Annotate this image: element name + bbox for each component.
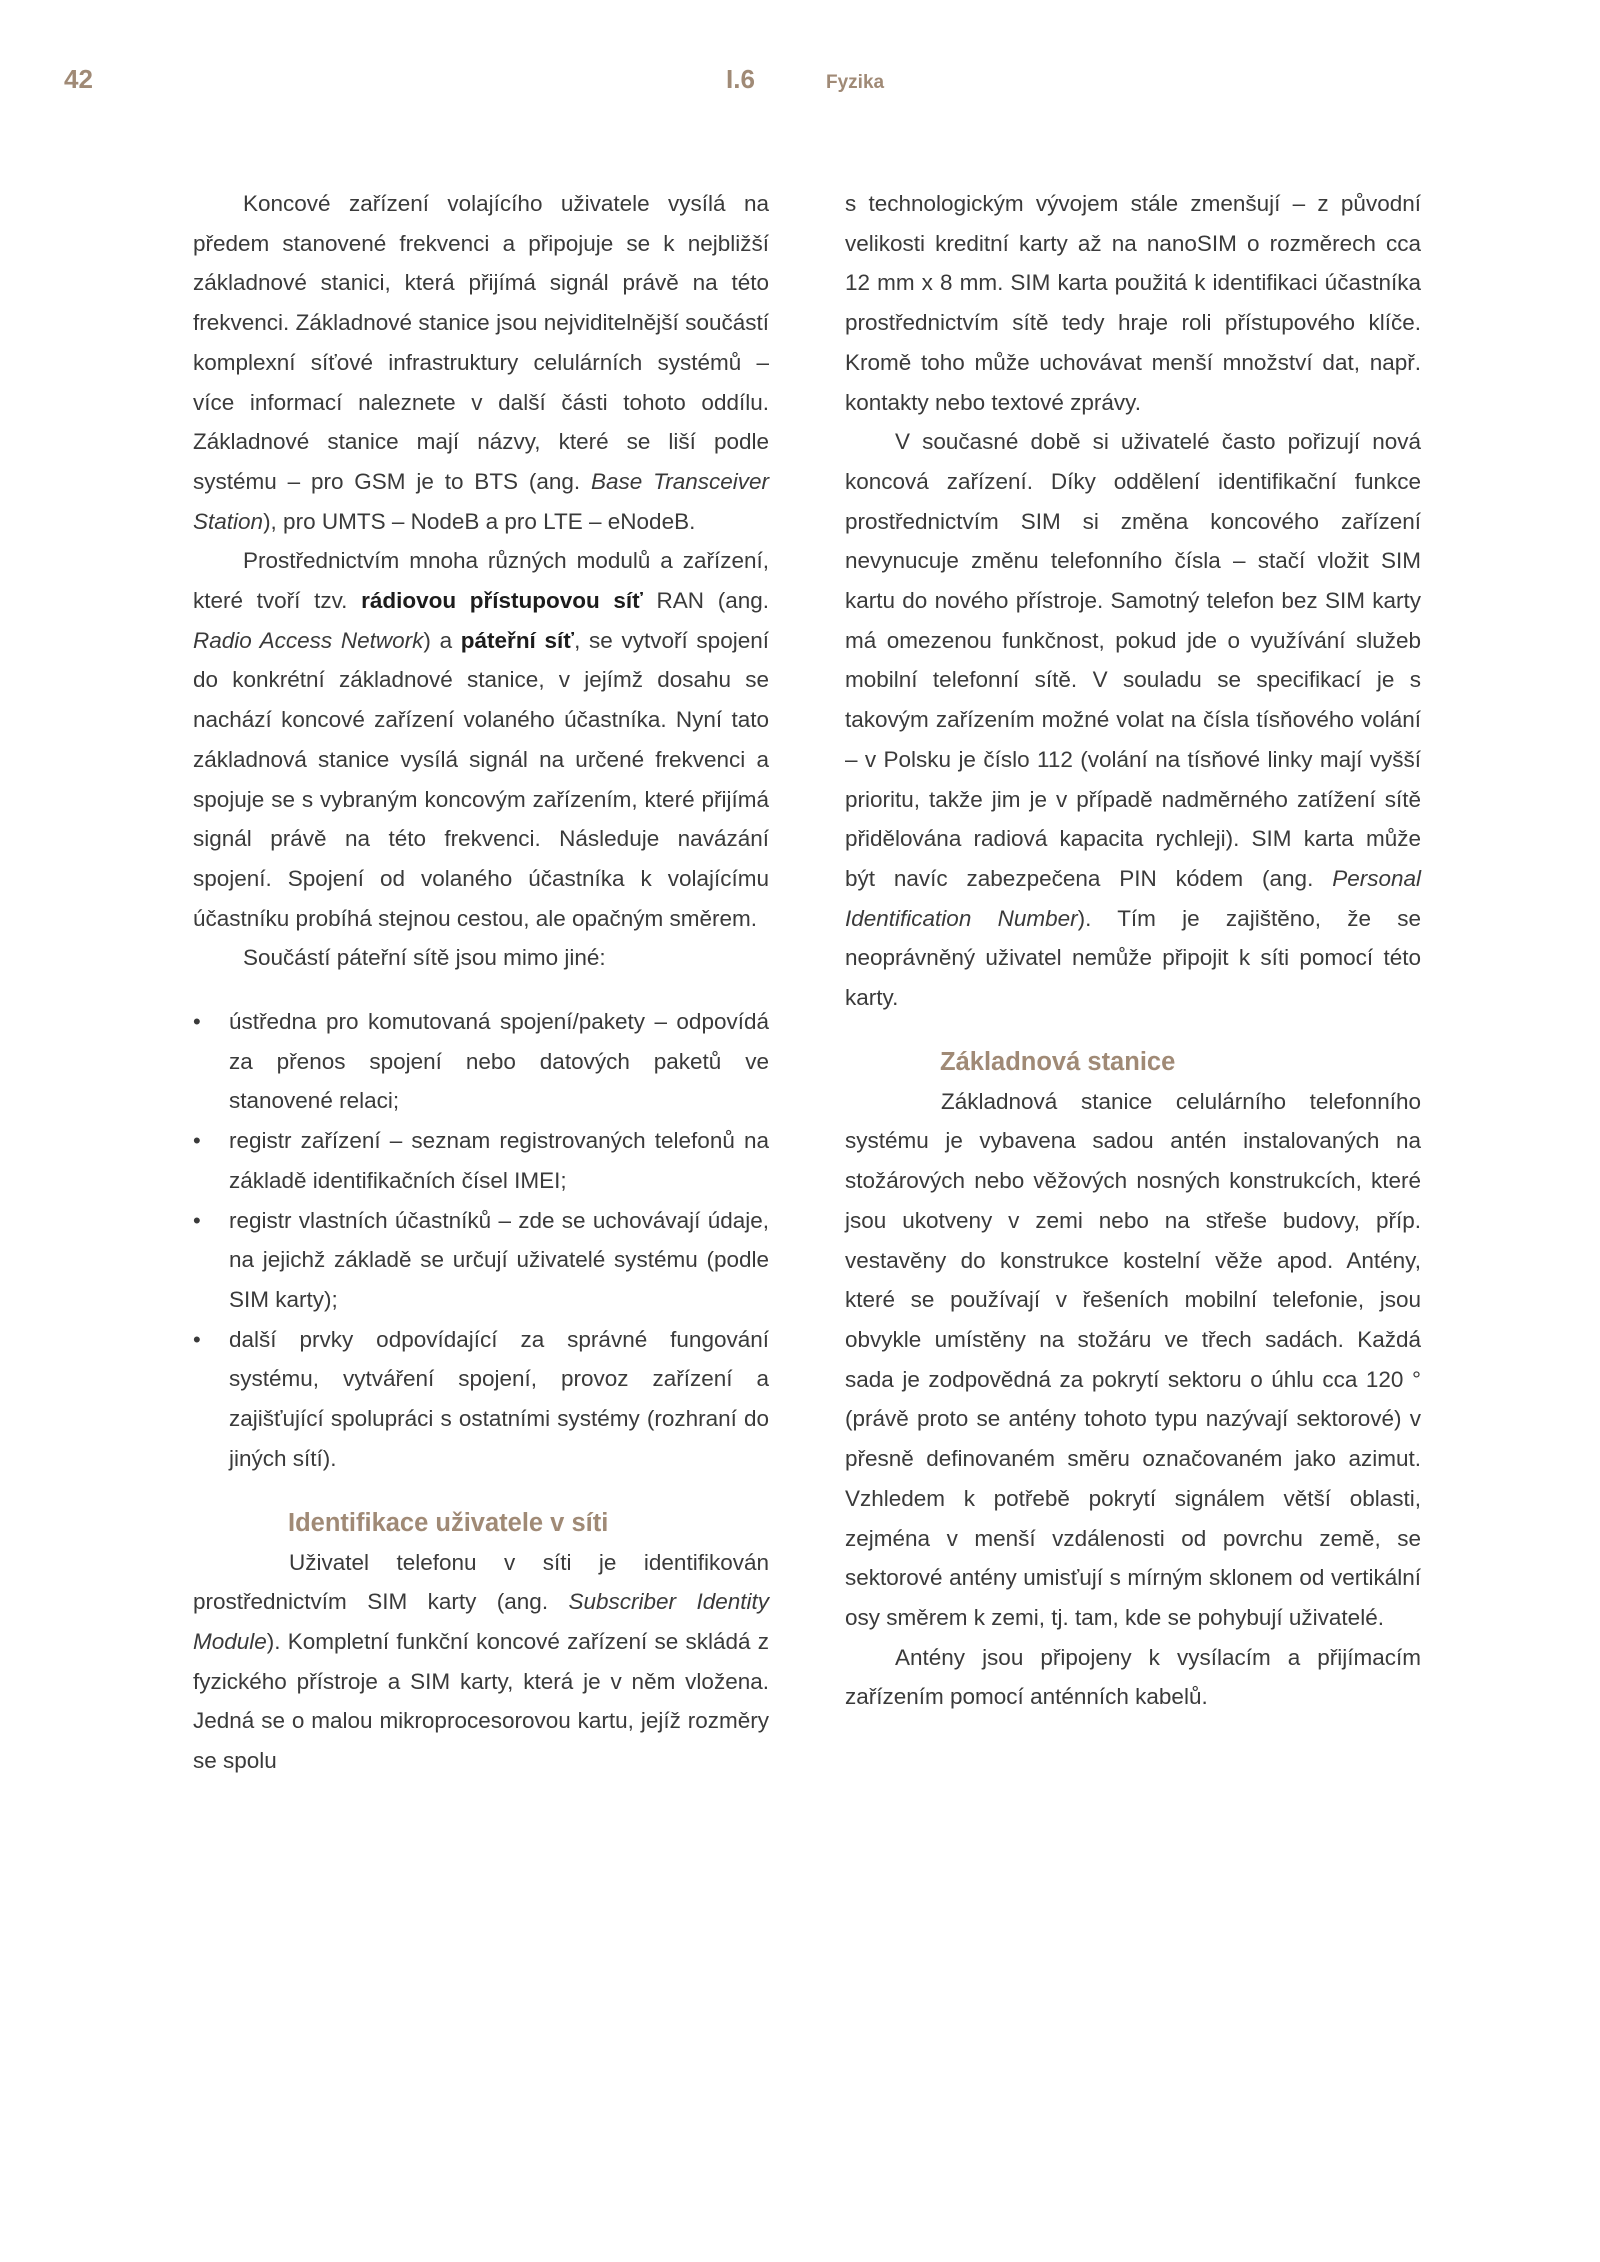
list-item (193, 1320, 769, 1479)
text-span: V současné době si uživatelé často pořizují nová koncová zařízení. Díky oddělení identifikační funkce prostřednictvím SIM si změna koncového zařízení nevynucuje změnu telefonního čísla – stačí vložit SIM kartu do nového přístroje. Samotný telefon bez SIM karty má omezenou funkčnost, pokud jde o využívání služeb mobilní telefonní sítě. V souladu se specifikací je s takovým zařízením možné volat na čísla tísňového volání – v Polsku je číslo 112 (volání na tísňové linky mají vyšší prioritu, takže jim je v případě nadměrného zatížení sítě přidělována radiová kapacita rychleji). SIM karta může být navíc zabezpečena PIN kódem (ang. (845, 429, 1421, 891)
text-span: ). Kompletní funkční koncové zařízení se skládá z fyzického přístroje a SIM karty, která je v něm vložena. Jedná se o malou mikroprocesorovou kartu, jejíž rozměry se spolu (193, 1628, 769, 1774)
section-heading-base-station: Základnová stanice (940, 1047, 1176, 1076)
bold-term: rádiovou přístupovou síť (361, 588, 643, 614)
text-span: , se vytvoří spojení do konkrétní základnové stanice, v jejímž dosahu se nachází koncové zařízení volaného účastníka. Nyní tato základnová stanice vysílá signál na určené frekvenci a spojuje se s vybraným koncovým zařízením, které přijímá signál právě na této frekvenci. Následuje navázání spojení. Spojení od volaného účastníka k volajícímu účastníku probíhá stejnou cestou, ale opačným směrem. (193, 627, 769, 931)
page-number: 42 (64, 64, 93, 94)
section-heading-user-identification: Identifikace uživatele v síti (288, 1508, 609, 1537)
right-paragraph-4: Antény jsou připojeny k vysílacím a přijímacím zařízením pomocí anténních kabelů. (845, 1644, 1421, 1710)
left-paragraph-4 (193, 1543, 769, 1781)
bullet-icon: • (193, 1326, 201, 1352)
chapter-label: I.6 (726, 64, 755, 94)
left-paragraph-2 (193, 541, 769, 938)
right-paragraph-2 (845, 422, 1421, 1018)
list-item (193, 1002, 769, 1121)
bullet-icon: • (193, 1128, 201, 1154)
backbone-components-list (193, 1002, 769, 1478)
list-item-text: ústředna pro komutovaná spojení/pakety – odpovídá za přenos spojení nebo datových paketů ve stanovené relaci; (229, 1009, 769, 1114)
subject-label: Fyzika (826, 72, 885, 93)
text-span: Koncové zařízení volajícího uživatele vysílá na předem stanovené frekvenci a připojuje se k nejbližší základnové stanici, která přijímá signál právě na této frekvenci. Základnové stanice jsou nejviditelnější součástí komplexní síťové infrastruktury celulárních systémů – více informací naleznete v další části tohoto oddílu. Základnové stanice mají názvy, které se liší podle systému – pro GSM je to BTS (ang. (193, 191, 769, 494)
text-span: ), pro UMTS – NodeB a pro LTE – eNodeB. (263, 508, 696, 534)
text-span: ) a (423, 627, 461, 653)
right-paragraph-1: s technologickým vývojem stále zmenšují – z původní velikosti kreditní karty až na nanoSIM o rozměrech cca 12 mm x 8 mm. SIM karta použitá k identifikaci účastníka prostřednictvím sítě tedy hraje roli přístupového klíče. Kromě toho může uchovávat menší množství dat, např. kontakty nebo textové zprávy. (845, 191, 1421, 415)
text-span: Uživatel telefonu v síti je identifikován prostřednictvím SIM karty (ang. (193, 1549, 769, 1615)
bold-term: páteřní síť (460, 627, 575, 653)
list-item (193, 1121, 769, 1200)
text-span: RAN (ang. (642, 588, 769, 614)
right-column (845, 184, 1421, 1717)
left-paragraph-1 (193, 184, 769, 541)
list-item-text: registr zařízení – seznam registrovaných telefonů na základě identifikačních čísel IMEI; (229, 1128, 769, 1193)
list-item-text: další prvky odpovídající za správné fungování systému, vytváření spojení, provoz zařízení a zajišťující spolupráci s ostatními systémy (rozhraní do jiných sítí). (229, 1326, 769, 1471)
bullet-icon: • (193, 1207, 201, 1233)
text-span: Prostřednictvím mnoha různých modulů a zařízení, které tvoří tzv. (193, 548, 769, 614)
italic-term: Subscriber Identity Module (193, 1589, 769, 1654)
italic-term: Personal Identification Number (845, 865, 1421, 931)
bullet-icon: • (193, 1009, 201, 1035)
list-item-text: registr vlastních účastníků – zde se uchovávají údaje, na jejichž základě se určují uživatelé systému (podle SIM karty); (229, 1207, 769, 1312)
list-item (193, 1201, 769, 1320)
italic-term: Base Transceiver Station (193, 468, 769, 534)
right-paragraph-3: Základnová stanice celulárního telefonního systému je vybavena sadou antén instalovaných na stožárových nebo věžových nosných konstrukcích, které jsou ukotveny v zemi nebo na střeše budovy, příp. vestavěny do konstrukce kostelní věže apod. Antény, které se používají v řešeních mobilní telefonie, jsou obvykle umístěny na stožáru ve třech sadách. Každá sada je zodpovědná za pokrytí sektoru o úhlu cca 120 ° (právě proto se antény tohoto typu nazývají sektorové) v přesně definovaném směru označovaném jako azimut. Vzhledem k potřebě pokrytí signálem větší oblasti, zejména v menší vzdálenosti od povrchu země, se sektorové antény umisťují s mírným sklonem od vertikální osy směrem k zemi, tj. tam, kde se pohybují uživatelé. (845, 1088, 1421, 1630)
italic-term: Radio Access Network (193, 627, 424, 653)
left-column (193, 184, 769, 1781)
text-span: ). Tím je zajištěno, že se neoprávněný uživatel nemůže připojit k síti pomocí této karty. (845, 905, 1421, 1011)
left-paragraph-3: Součástí páteřní sítě jsou mimo jiné: (243, 945, 606, 971)
